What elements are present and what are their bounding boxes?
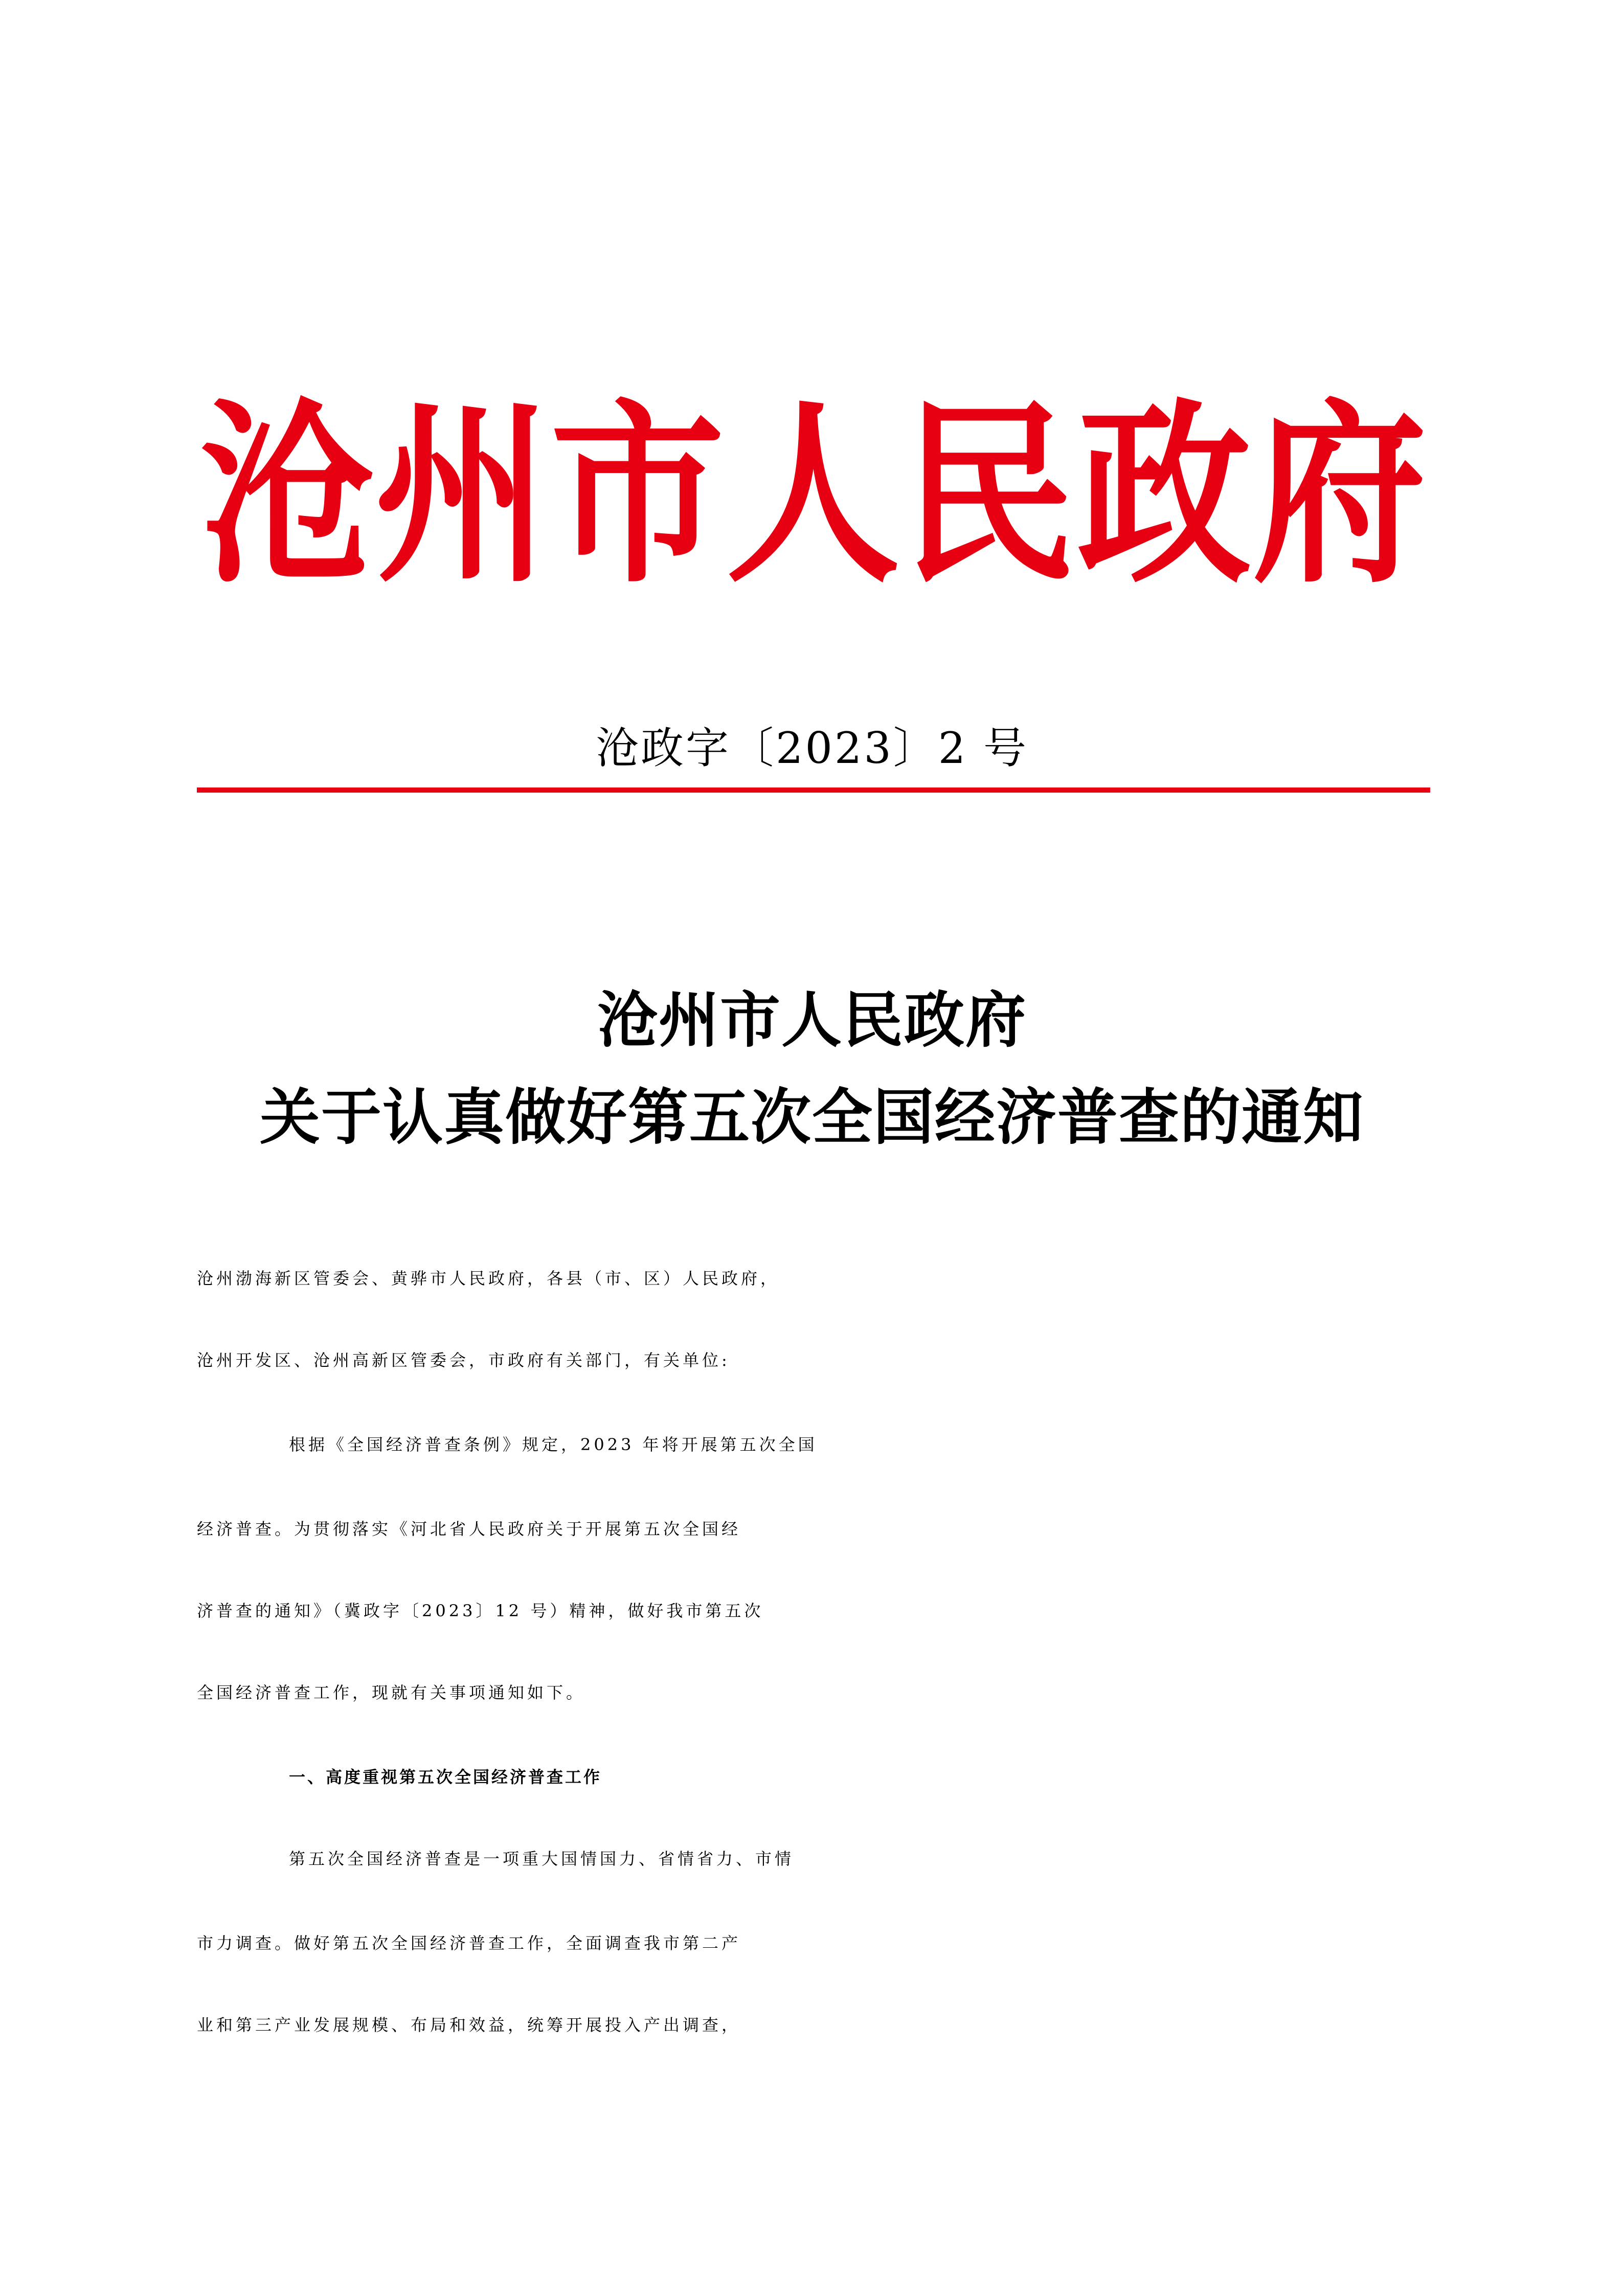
masthead-char: 市 — [550, 382, 725, 610]
masthead-char: 沧 — [199, 382, 373, 610]
section-1-heading: 一、高度重视第五次全国经济普查工作 — [289, 1767, 602, 1787]
document-title-line-1: 沧州市人民政府 — [597, 984, 1027, 1055]
masthead-char: 府 — [1252, 382, 1427, 610]
masthead-char: 民 — [901, 382, 1076, 610]
masthead-char: 人 — [726, 382, 900, 610]
section-1-line-3: 业和第三产业发展规模、布局和效益，统筹开展投入产出调查， — [197, 2015, 741, 2035]
document-number: 沧政字〔2023〕2 号 — [596, 723, 1028, 773]
paragraph-1-line-3: 济普查的通知》（冀政字〔2023〕12 号）精神，做好我市第五次 — [197, 1601, 764, 1620]
masthead-char: 州 — [375, 382, 549, 610]
paragraph-1-line-2: 经济普查。为贯彻落实《河北省人民政府关于开展第五次全国经 — [197, 1519, 741, 1539]
document-title-line-2: 关于认真做好第五次全国经济普查的通知 — [259, 1082, 1364, 1153]
addressee-line-2: 沧州开发区、沧州高新区管委会，市政府有关部门，有关单位: — [197, 1350, 730, 1370]
section-1-line-2: 市力调查。做好第五次全国经济普查工作，全面调查我市第二产 — [197, 1933, 741, 1953]
issuing-authority-masthead — [199, 382, 1427, 610]
addressee-line-1: 沧州渤海新区管委会、黄骅市人民政府，各县（市、区）人民政府， — [197, 1269, 780, 1288]
paragraph-1-line-1: 根据《全国经济普查条例》规定，2023 年将开展第五次全国 — [289, 1435, 818, 1454]
section-1-line-1: 第五次全国经济普查是一项重大国情国力、省情省力、市情 — [289, 1849, 795, 1869]
red-separator-line — [197, 787, 1430, 793]
masthead-char: 政 — [1077, 382, 1251, 610]
paragraph-1-line-4: 全国经济普查工作，现就有关事项通知如下。 — [197, 1683, 586, 1702]
